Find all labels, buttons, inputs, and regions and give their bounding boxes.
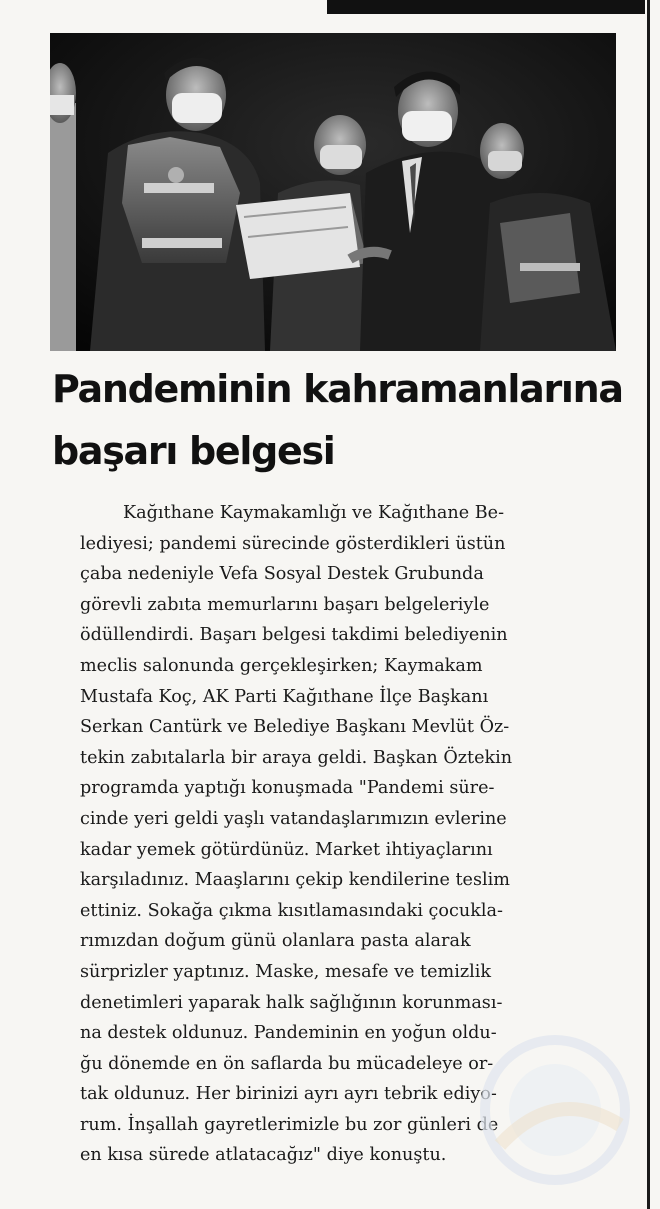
body-line: tak oldunuz. Her birinizi ayrı ayrı tebrik ediyo- [80, 1084, 497, 1105]
body-line: Kağıthane Kaymakamlığı ve Kağıthane Be- [123, 503, 505, 523]
body-line: rum. İnşallah gayretlerimizle bu zor günleri de [80, 1114, 499, 1135]
body-line: en kısa sürede atlatacağız" diye konuştu. [80, 1145, 447, 1166]
article-photo [50, 33, 616, 351]
headline-line: Pandeminin kahramanlarına [52, 367, 623, 411]
top-rule-bar [327, 0, 645, 14]
body-line: na destek oldunuz. Pandeminin en yoğun oldu- [80, 1023, 497, 1044]
body-line: ettiniz. Sokağa çıkma kısıtlamasındaki çocukla- [80, 900, 503, 921]
body-line: Serkan Cantürk ve Belediye Başkanı Mevlüt Öz- [80, 717, 510, 738]
body-line: karşıladınız. Maaşlarını çekip kendilerine teslim [80, 870, 510, 891]
body-line: rımızdan doğum günü olanlara pasta alarak [80, 931, 471, 952]
column-divider [647, 0, 650, 1209]
body-line: programda yaptığı konuşmada "Pandemi süre- [80, 778, 495, 799]
body-line: ödüllendirdi. Başarı belgesi takdimi belediyenin [80, 625, 508, 646]
body-line: tekin zabıtalarla bir araya geldi. Başkan Öztekin [80, 747, 513, 768]
body-line: meclis salonunda gerçekleşirken; Kaymakam [80, 655, 483, 676]
body-line: denetimleri yaparak halk sağlığının korunması- [80, 992, 503, 1013]
headline-line: başarı belgesi [52, 429, 335, 473]
watermark-stamp-icon [470, 1025, 640, 1195]
body-line: lediyesi; pandemi sürecinde gösterdikleri üstün [80, 533, 506, 554]
body-line: Mustafa Koç, AK Parti Kağıthane İlçe Başkanı [80, 686, 489, 707]
award-ceremony-photo-icon [50, 33, 616, 351]
body-line: görevli zabıta memurlarını başarı belgeleriyle [80, 594, 490, 615]
body-line: ğu dönemde en ön saflarda bu mücadeleye or- [80, 1053, 494, 1074]
body-line: cinde yeri geldi yaşlı vatandaşlarımızın evlerine [80, 808, 507, 829]
body-line: sürprizler yaptınız. Maske, mesafe ve temizlik [80, 961, 492, 982]
article-headline [52, 358, 622, 482]
body-line: kadar yemek götürdünüz. Market ihtiyaçlarını [80, 839, 493, 860]
body-line: çaba nedeniyle Vefa Sosyal Destek Grubunda [80, 564, 484, 585]
